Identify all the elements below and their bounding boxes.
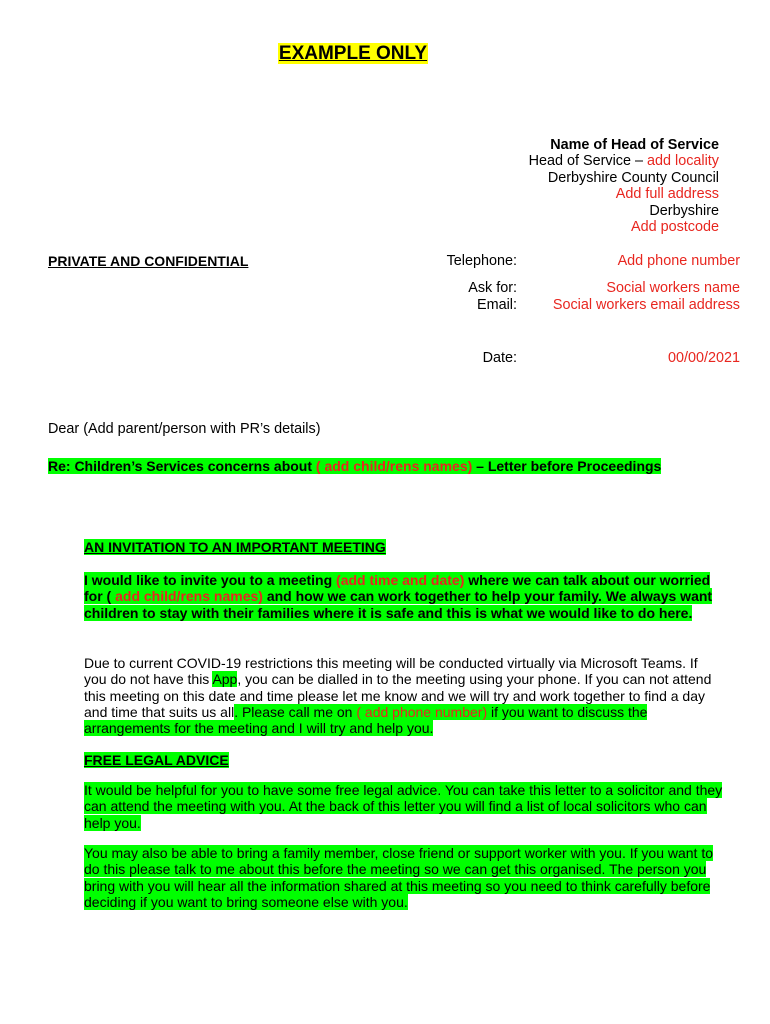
salutation: Dear (Add parent/person with PR’s details) [48, 421, 321, 437]
legal-paragraph-1: It would be helpful for you to have some free legal advice. You can take this letter to a solicitor and they can attend the meeting with you. At the back of this letter you will find a list of local solicitors who can help you. [84, 782, 723, 831]
sender-name: Name of Head of Service [550, 137, 719, 153]
document-title [0, 43, 706, 65]
email-value: Social workers email address [552, 297, 740, 313]
sender-address-block [399, 137, 719, 235]
telephone-label: Telephone: [446, 253, 517, 269]
invitation-paragraph-2: Due to current COVID-19 restrictions this meeting will be conducted virtually via Microsoft Teams. If you do not have this App, you can be dialled in to the meeting using your phone. If you can not attend this meeting on this date and time please let me know and we will try and work together to find a day and time that suits us all. Please call me on ( add phone number) if you want to discuss the arrangements for the meeting and I will try and help you. [84, 655, 712, 737]
invitation-heading: AN INVITATION TO AN IMPORTANT MEETING [84, 539, 386, 555]
date-value: 00/00/2021 [667, 350, 740, 366]
email-label: Email: [477, 297, 517, 313]
phone-number-placeholder: ( add phone number) [356, 703, 488, 720]
ask-for-label: Ask for: [468, 280, 517, 296]
locality-placeholder: add locality [647, 153, 719, 170]
postcode-placeholder: Add postcode [630, 219, 719, 236]
ask-for-value: Social workers name [606, 280, 740, 296]
sender-role: Head of Service – add locality [528, 153, 719, 170]
sender-county: Derbyshire [649, 202, 719, 219]
legal-heading: FREE LEGAL ADVICE [84, 752, 229, 768]
invitation-paragraph-1: I would like to invite you to a meeting (add time and date) where we can talk about our worried for ( add child/rens names) and how we can work together to help your family. We always want children to stay with their families where it is safe and this is what we would like to do here. [84, 572, 713, 621]
address-placeholder: Add full address [615, 186, 719, 203]
legal-paragraph-2: You may also be able to bring a family member, close friend or support worker with you. If you want to do this please talk to me about this before the meeting so we can get this organised. The person you bring with you will hear all the information shared at this meeting so you need to think carefully before deciding if you want to bring someone else with you. [84, 845, 714, 910]
child-names-placeholder: add child/rens names) [115, 588, 263, 605]
time-date-placeholder: (add time and date) [336, 572, 465, 588]
date-label: Date: [482, 350, 517, 366]
title-text: EXAMPLE ONLY [278, 43, 428, 64]
telephone-value: Add phone number [617, 253, 740, 269]
re-line: Re: Children’s Services concerns about ( add child/rens names) – Letter before Proceedings [48, 458, 662, 474]
re-child-placeholder: ( add child/rens names) [315, 458, 473, 474]
sender-council: Derbyshire County Council [547, 169, 719, 186]
private-confidential-label: PRIVATE AND CONFIDENTIAL [48, 253, 249, 269]
app-word: App [212, 671, 238, 688]
